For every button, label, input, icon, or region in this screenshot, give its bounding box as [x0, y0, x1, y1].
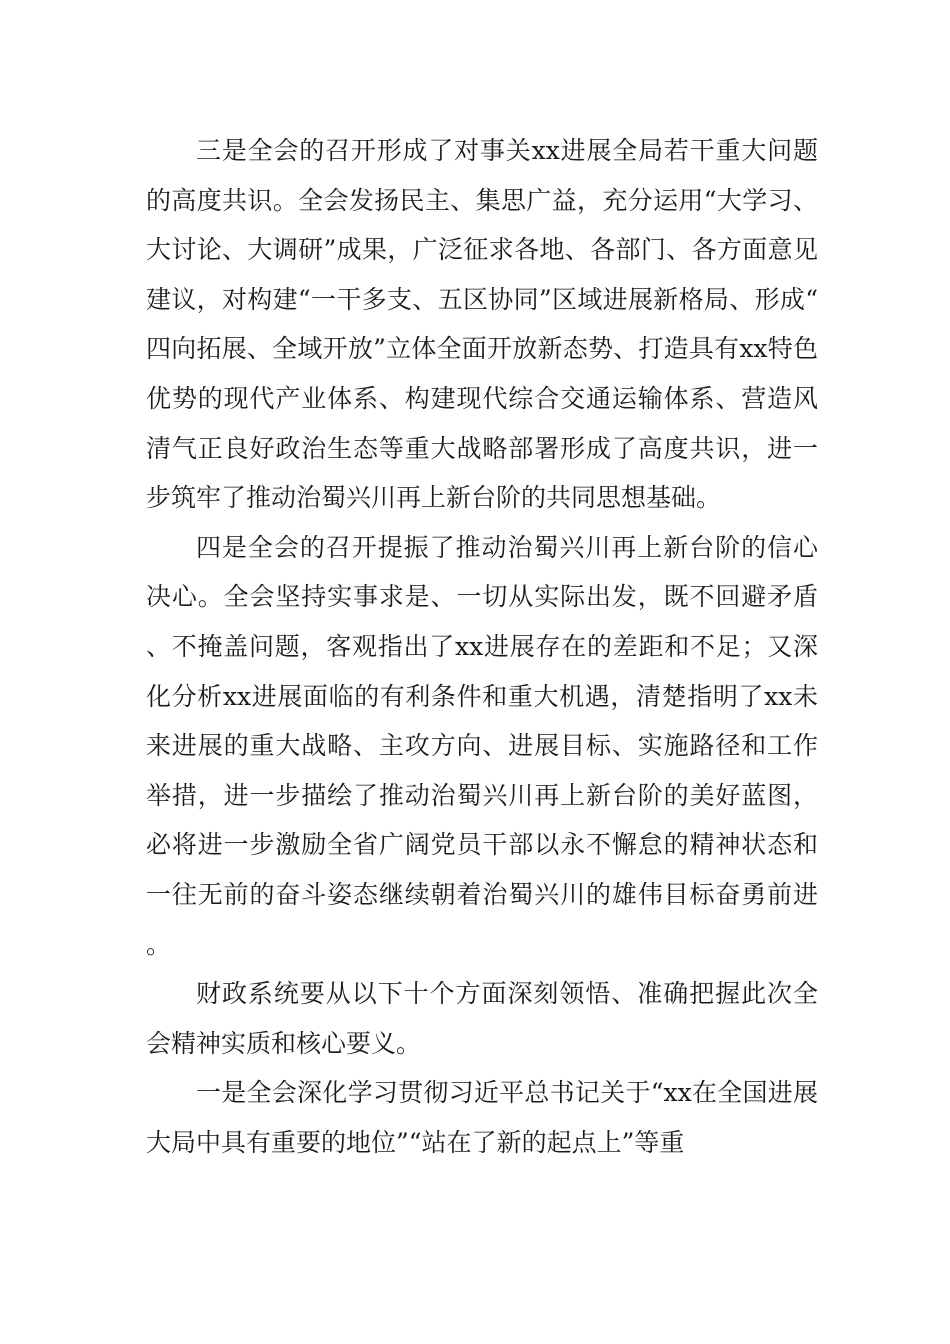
paragraph-confidence: 四是全会的召开提振了推动治蜀兴川再上新台阶的信心决心。全会坚持实事求是、一切从实际出发，既不回避矛盾、不掩盖问题，客观指出了xx进展存在的差距和不足；又深化分析xx进展面临的有利条件和重大机遇，清楚指明了xx未来进展的重大战略、主攻方向、进展目标、实施路径和工作举措，进一步描绘了推动治蜀兴川再上新台阶的美好蓝图，必将进一步激励全省广阔党员干部以永不懈怠的精神状态和一往无前的奋斗姿态继续朝着治蜀兴川的雄伟目标奋勇前进。 [146, 532, 818, 959]
document-body [146, 126, 818, 1167]
paragraph-first-point: 一是全会深化学习贯彻习近平总书记关于“xx在全国进展大局中具有重要的地位”“站在了新的起点上”等重 [146, 1078, 818, 1157]
paragraph-finance-system: 财政系统要从以下十个方面深刻领悟、准确把握此次全会精神实质和核心要义。 [146, 979, 818, 1058]
paragraph-consensus: 三是全会的召开形成了对事关xx进展全局若干重大问题的高度共识。全会发扬民主、集思广益，充分运用“大学习、大讨论、大调研”成果，广泛征求各地、各部门、各方面意见建议，对构建“一干多支、五区协同”区域进展新格局、形成“四向拓展、全域开放”立体全面开放新态势、打造具有xx特色优势的现代产业体系、构建现代综合交通运输体系、营造风清气正良好政治生态等重大战略部署形成了高度共识，进一步筑牢了推动治蜀兴川再上新台阶的共同思想基础。 [146, 136, 818, 513]
